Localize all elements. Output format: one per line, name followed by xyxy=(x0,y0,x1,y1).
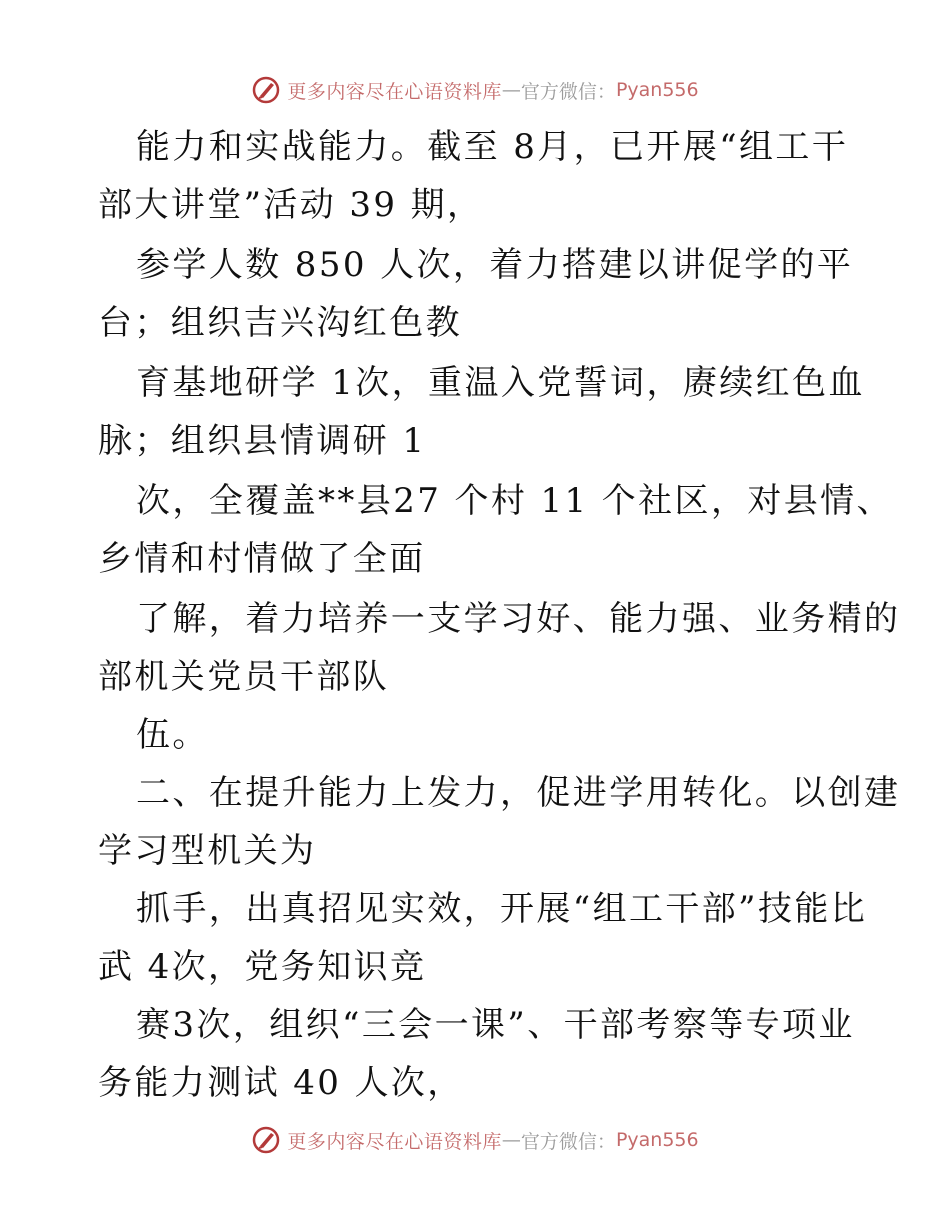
watermark-site-text: 更多内容尽在心语资料库 xyxy=(287,80,502,103)
text-line: 了解，着力培养一支学习好、能力强、业务精的 xyxy=(136,599,901,639)
text-line: 部机关党员干部队 xyxy=(98,657,390,697)
watermark-wechat-label: 官方微信： xyxy=(520,80,616,103)
text-line: 参学人数 850 人次，着力搭建以讲促学的平 xyxy=(136,245,854,285)
watermark-wechat-id: Pyan556 xyxy=(615,1129,699,1151)
watermark-header xyxy=(0,74,950,106)
watermark-footer xyxy=(0,1124,950,1156)
text-line: 次，全覆盖**县27 个村 11 个社区，对县情、 xyxy=(136,481,893,521)
text-line: 武 4次，党务知识竞 xyxy=(98,947,427,987)
text-line: 脉；组织县情调研 1 xyxy=(98,421,427,461)
watermark-separator: — xyxy=(501,79,521,101)
text-line: 赛3次，组织“三会一课”、干部考察等专项业 xyxy=(136,1005,855,1045)
text-line: 学习型机关为 xyxy=(98,831,317,871)
text-line: 务能力测试 40 人次， xyxy=(98,1063,464,1103)
text-line: 部大讲堂”活动 39 期， xyxy=(98,185,484,225)
watermark-site-text: 更多内容尽在心语资料库 xyxy=(287,1130,502,1153)
text-line: 伍。 xyxy=(136,715,209,755)
text-line: 二、在提升能力上发力，促进学用转化。以创建 xyxy=(136,773,901,813)
watermark-wechat-label: 官方微信： xyxy=(520,1130,616,1153)
watermark-wechat-id: Pyan556 xyxy=(615,79,699,101)
quill-logo-icon xyxy=(251,1125,281,1155)
text-line: 能力和实战能力。截至 8月，已开展“组工干 xyxy=(136,127,849,167)
quill-logo-icon xyxy=(251,75,281,105)
text-line: 育基地研学 1次，重温入党誓词，赓续红色血 xyxy=(136,363,865,403)
text-line: 乡情和村情做了全面 xyxy=(98,539,426,579)
text-line: 台；组织吉兴沟红色教 xyxy=(98,303,462,343)
watermark-separator: — xyxy=(501,1129,521,1151)
text-line: 抓手，出真招见实效，开展“组工干部”技能比 xyxy=(136,889,868,929)
